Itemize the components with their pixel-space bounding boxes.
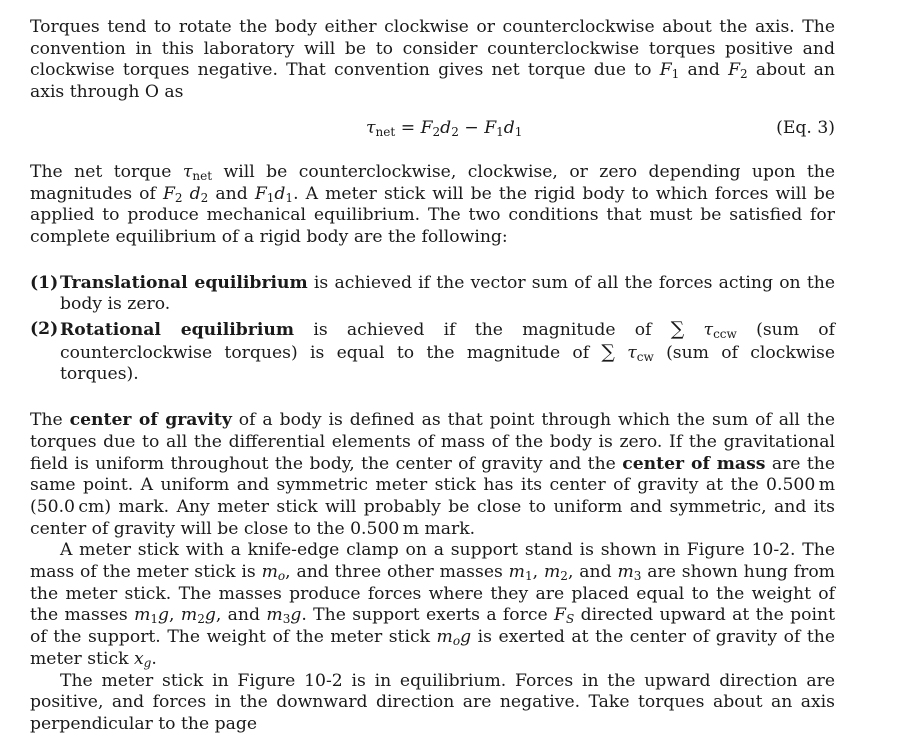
net-torque-formula: $\tau_{net} = F_2d_2 - F_1d_1$ bbox=[366, 117, 523, 139]
paragraph-meter-stick-setup: A meter stick with a knife-edge clamp on a support stand is shown in Figure 10-2. The mass of the meter stick is $m_o$, and three other masses $m_1$, $m_2$, and $m_3$ are shown hung from the meter stick. The masses produce forces where they are placed equal to the weight of the masses $m_1g$, $m_2g$, and $m_3g$. The support exerts a force $F_S$ directed upward at the point of the support. The weight of the meter stick $m_og$ is exerted at the center of gravity of the meter stick $x_g$. bbox=[30, 540, 835, 670]
paragraph-equilibrium-figure: The meter stick in Figure 10-2 is in equilibrium. Forces in the upward direction are positive, and forces in the downward direction are negative. Take torques about an axis perpendicular to the page bbox=[30, 670, 835, 734]
equilibrium-conditions-list bbox=[30, 273, 835, 387]
list-item: (1) Translational equilibrium is achieved if the vector sum of all the forces acting on the body is zero. bbox=[30, 272, 835, 315]
equation-label: (Eq. 3) bbox=[776, 117, 835, 138]
paragraph-torque-convention: Torques tend to rotate the body either clockwise or counterclockwise about the axis. The convention in this laboratory will be to consider counterclockwise torques positive and clockwise torques negative. That convention gives net torque due to $F_1$ and $F_2$ about an axis through O as bbox=[30, 17, 835, 103]
equation-3 bbox=[30, 118, 835, 140]
list-item: (2) Rotational equilibrium is achieved if the magnitude of ∑ $\tau_{ccw}$ (sum of counterclockwise torques) is equal to the magnitude of ∑ $\tau_{cw}$ (sum of clockwise torques). bbox=[30, 318, 835, 385]
paragraph-net-torque: The net torque $\tau_{net}$ will be counterclockwise, clockwise, or zero depending upon the magnitudes of $F_2$ $d_2$ and $F_1d_1$. A meter stick will be the rigid body to which forces will be applied to produce mechanical equilibrium. The two conditions that must be satisfied for complete equilibrium of a rigid body are the following: bbox=[30, 161, 835, 247]
term-translational: Translational equilibrium bbox=[60, 272, 308, 293]
paragraph-center-of-gravity: The center of gravity of a body is defined as that point through which the sum of all the torques due to all the differential elements of mass of the body is zero. If the gravitational field is uniform throughout the body, the center of gravity and the center of mass are the same point. A uniform and symmetric meter stick has its center of gravity at the 0.500 m (50.0 cm) mark. Any meter stick will probably be close to uniform and symmetric, and its center of gravity will be close to the 0.500 m mark. bbox=[30, 410, 836, 539]
term-rotational: Rotational equilibrium bbox=[60, 320, 295, 341]
